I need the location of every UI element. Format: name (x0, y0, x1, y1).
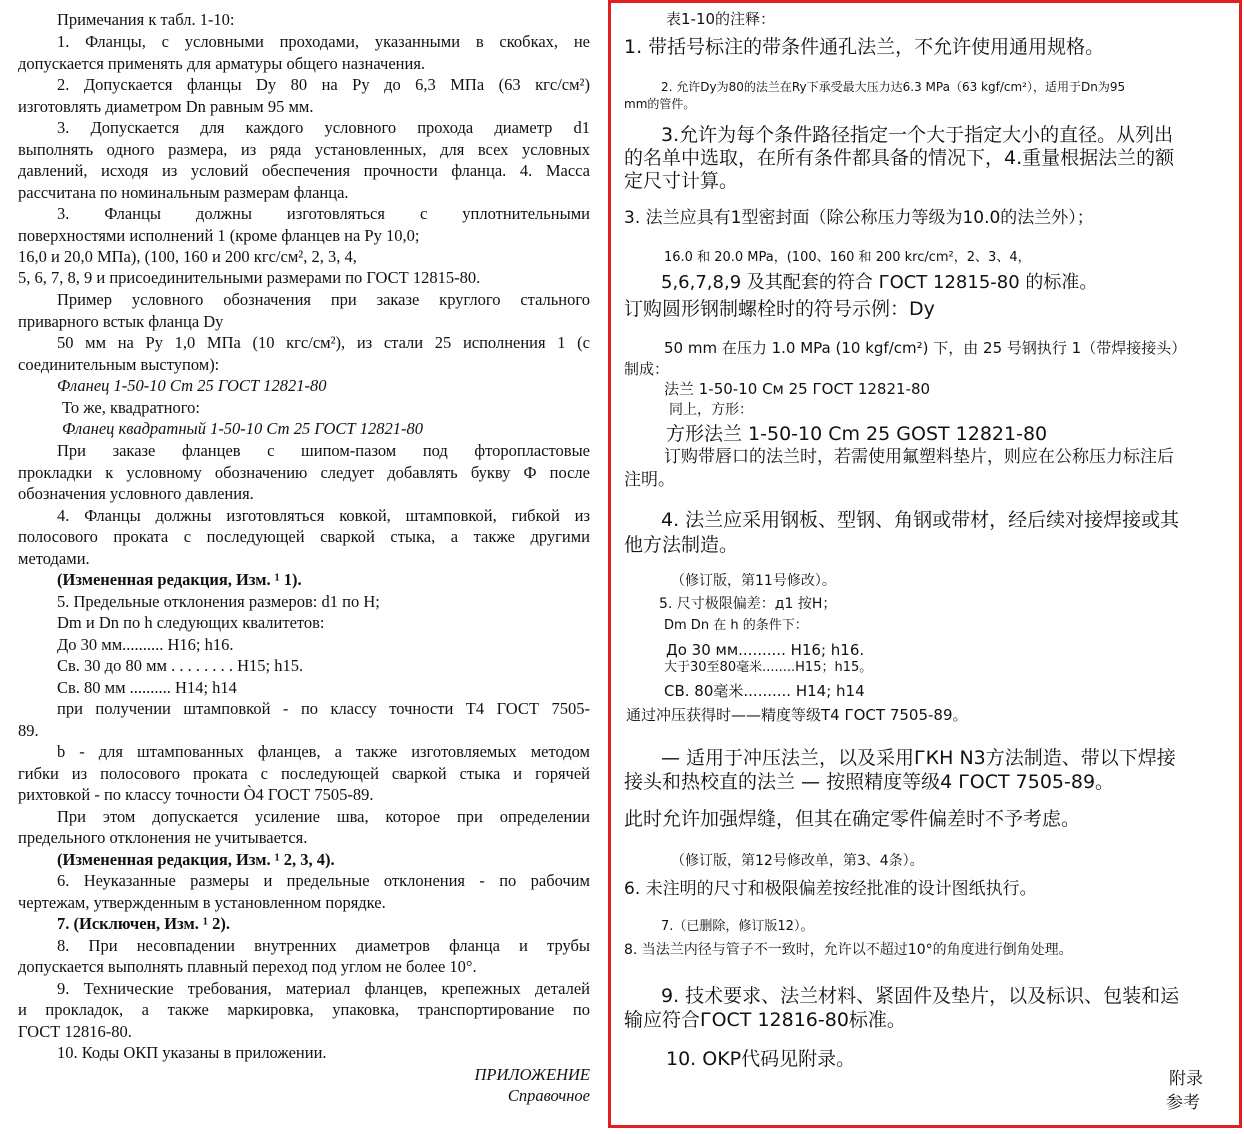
zh-line: 6. 未注明的尺寸和极限偏差按经批准的设计图纸执行。 (624, 879, 1037, 899)
zh-line: Dm Dn 在 h 的条件下： (664, 618, 808, 633)
ru-appendix-title: ПРИЛОЖЕНИЕ (474, 1065, 590, 1084)
zh-line: 1. 带括号标注的带条件通孔法兰，不允许使用通用规格。 (624, 36, 1105, 58)
zh-designation-example-square: 方形法兰 1-50-10 Cm 25 GOST 12821-80 (666, 423, 1048, 445)
ru-line: b - для штампованных фланцев, а также изготовляемых методом (57, 742, 590, 761)
ru-line: 3. Фланцы должны изготовляться с уплотнительными (57, 204, 590, 223)
zh-line: — 适用于冲压法兰，以及采用ГКН N3方法制造、带以下焊接 (661, 747, 1176, 769)
zh-line: 订购圆形钢制螺栓时的符号示例：Dy (624, 298, 935, 320)
zh-tolerance-row: 大于30至80毫米........H15；h15。 (664, 660, 873, 675)
zh-line: 9. 技术要求、法兰材料、紧固件及垫片，以及标识、包装和运 (661, 985, 1180, 1007)
ru-line: ГОСТ 12816-80. (18, 1022, 132, 1041)
zh-line: mm的管件。 (624, 97, 696, 111)
ru-line: рихтовкой - по классу точности Ò4 ГОСТ 7505-89. (18, 785, 374, 804)
ru-line: 3. Допускается для каждого условного прохода диаметр d1 (57, 118, 590, 137)
ru-line: При заказе фланцев с шипом-пазом под фторопластовые (57, 441, 590, 460)
ru-line: соединительным выступом): (18, 355, 220, 374)
zh-line: 8. 当法兰内径与管子不一致时，允许以不超过10°的角度进行倒角处理。 (624, 942, 1073, 958)
ru-line: 2. Допускается фланцы Dy 80 на Ру до 6,3 МПа (63 кгс/см²) (57, 75, 590, 94)
zh-line: 50 mm 在压力 1.0 MPa (10 kgf/cm²) 下，由 25 号钢执行 1（带焊接接头） (664, 339, 1187, 357)
ru-line: предельного отклонения не учитывается. (18, 828, 308, 847)
zh-line: 通过冲压获得时——精度等级T4 ГОСТ 7505-89。 (626, 706, 968, 724)
zh-notes-heading: 表1-10的注释： (666, 10, 776, 28)
ru-line: прокладки к условному обозначению следует добавлять букву Ф после (18, 463, 590, 482)
russian-original-page (0, 0, 604, 1134)
ru-line: 89. (18, 721, 39, 740)
zh-line: 5. 尺寸极限偏差：д1 按H； (659, 596, 837, 612)
ru-line: То же, квадратного: (62, 398, 200, 417)
zh-appendix-title: 附录 (1169, 1069, 1203, 1089)
ru-line: При этом допускается усиление шва, которое при определении (57, 807, 590, 826)
ru-line: Пример условного обозначения при заказе круглого стального (57, 290, 590, 309)
ru-appendix-subtitle: Справочное (507, 1086, 590, 1105)
ru-line: 9. Технические требования, материал фланцев, крепежных деталей (57, 979, 590, 998)
ru-line: рассчитана по номинальным размерам фланца. (18, 183, 349, 202)
ru-line: поверхностями исполнений 1 (кроме фланцев на Ру 10,0; (18, 226, 420, 245)
zh-designation-example: 法兰 1-50-10 См 25 ГОСТ 12821-80 (664, 380, 931, 398)
ru-tolerance-row: Св. 80 мм .......... H14; h14 (57, 678, 237, 697)
ru-line: Dm и Dn по h следующих квалитетов: (57, 613, 325, 632)
ru-line: обозначения условного давления. (18, 484, 254, 503)
ru-line: приварного встык фланца Dy (18, 312, 224, 331)
zh-line: 他方法制造。 (624, 534, 739, 556)
ru-line: 4. Фланцы должны изготовляться ковкой, штамповкой, гибкой из (57, 506, 590, 525)
zh-line: 4. 法兰应采用钢板、型钢、角钢或带材，经后续对接焊接或其 (661, 509, 1180, 531)
ru-line: чертежам, утвержденным в установленном порядке. (18, 893, 386, 912)
zh-line: 订购带唇口的法兰时，若需使用氟塑料垫片，则应在公称压力标注后 (664, 447, 1174, 467)
zh-line: 输应符合ГОСТ 12816-80标准。 (624, 1009, 906, 1031)
ru-line: изготовлять диаметром Dn равным 95 мм. (18, 97, 314, 116)
zh-tolerance-row: До 30 мм.......... H16; h16. (666, 641, 865, 659)
ru-line: методами. (18, 549, 90, 568)
notes-heading: Примечания к табл. 1-10: (57, 10, 235, 29)
ru-line: допускается выполнять плавный переход под углом не более 10°. (18, 957, 477, 976)
ru-excluded-note: 7. (Исключен, Изм. ¹ 2). (57, 914, 230, 933)
zh-line: 注明。 (624, 470, 675, 490)
zh-line: 10. OKP代码见附录。 (666, 1048, 856, 1070)
zh-revision-note: （修订版，第11号修改）。 (671, 573, 836, 589)
ru-designation-example-square: Фланец квадратный 1-50-10 Ст 25 ГОСТ 12821-80 (62, 419, 423, 438)
zh-appendix-subtitle: 参考 (1166, 1093, 1200, 1113)
ru-tolerance-row: Св. 30 до 80 мм . . . . . . . . H15; h15. (57, 656, 304, 675)
chinese-translation-panel (608, 0, 1242, 1128)
zh-line: 同上，方形： (669, 402, 753, 418)
ru-tolerance-row: До 30 мм.......... H16; h16. (57, 635, 234, 654)
ru-line: 5, 6, 7, 8, 9 и присоединительными размерами по ГОСТ 12815-80. (18, 268, 481, 287)
ru-line: допускается применять для арматуры общего назначения. (18, 54, 426, 73)
ru-line: 16,0 и 20,0 МПа), (100, 160 и 200 кгс/см², 2, 3, 4, (18, 247, 357, 266)
ru-designation-example: Фланец 1-50-10 Ст 25 ГОСТ 12821-80 (57, 376, 327, 395)
ru-line: гибки из полосового проката с последующей сваркой стыка и горячей (18, 764, 590, 783)
ru-line: 5. Предельные отклонения размеров: d1 по H; (57, 592, 380, 611)
zh-line: 定尺寸计算。 (624, 170, 739, 192)
ru-line: 8. При несовпадении внутренних диаметров фланца и трубы (57, 936, 590, 955)
ru-line: 1. Фланцы, с условными проходами, указанными в скобках, не (57, 32, 590, 51)
ru-line: 50 мм на Ру 1,0 МПа (10 кгс/см²), из стали 25 исполнения 1 (с (57, 333, 590, 352)
ru-line: выполнять одного размера, из ряда установленных, для всех условных (18, 140, 590, 159)
ru-line: 10. Коды ОКП указаны в приложении. (57, 1043, 327, 1062)
ru-line: давлений, исходя из условий обеспечения прочности фланца. 4. Масса (18, 161, 590, 180)
zh-line: 制成： (624, 360, 670, 378)
zh-excluded-note: 7.（已删除，修订版12）。 (661, 919, 814, 934)
zh-revision-note: （修订版，第12号修改单，第3、4条）。 (671, 853, 924, 869)
ru-line: полосового проката с последующей сваркой стыка, а также другими (18, 527, 590, 546)
zh-line: 接头和热校直的法兰 — 按照精度等级4 ГОСТ 7505-89。 (624, 771, 1115, 793)
zh-line: 3.允许为每个条件路径指定一个大于指定大小的直径。从列出 (661, 124, 1174, 146)
ru-revision-note: (Измененная редакция, Изм. ¹ 1). (57, 570, 302, 589)
zh-line: 的名单中选取，在所有条件都具备的情况下，4.重量根据法兰的额 (624, 147, 1175, 169)
zh-line: 3. 法兰应具有1型密封面（除公称压力等级为10.0的法兰外）； (624, 208, 1094, 228)
zh-line: 2. 允许Dy为80的法兰在Ry下承受最大压力达6.3 MPa（63 kgf/cm²），适用于Dn为95 (661, 80, 1126, 94)
ru-revision-note: (Измененная редакция, Изм. ¹ 2, 3, 4). (57, 850, 335, 869)
ru-line: и прокладок, а также маркировка, упаковка, транспортирование по (18, 1000, 590, 1019)
ru-line: 6. Неуказанные размеры и предельные отклонения - по рабочим (57, 871, 590, 890)
zh-line: 5,6,7,8,9 及其配套的符合 ГОСТ 12815-80 的标准。 (661, 272, 1098, 293)
zh-tolerance-row: CB. 80毫米.......... H14; h14 (664, 682, 865, 700)
zh-line: 此时允许加强焊缝，但其在确定零件偏差时不予考虑。 (624, 808, 1081, 830)
ru-line: при получении штамповкой - по классу точности Т4 ГОСТ 7505- (57, 699, 590, 718)
zh-line: 16.0 和 20.0 MPa，(100、160 和 200 krc/cm²，2、3、4， (664, 250, 1031, 265)
